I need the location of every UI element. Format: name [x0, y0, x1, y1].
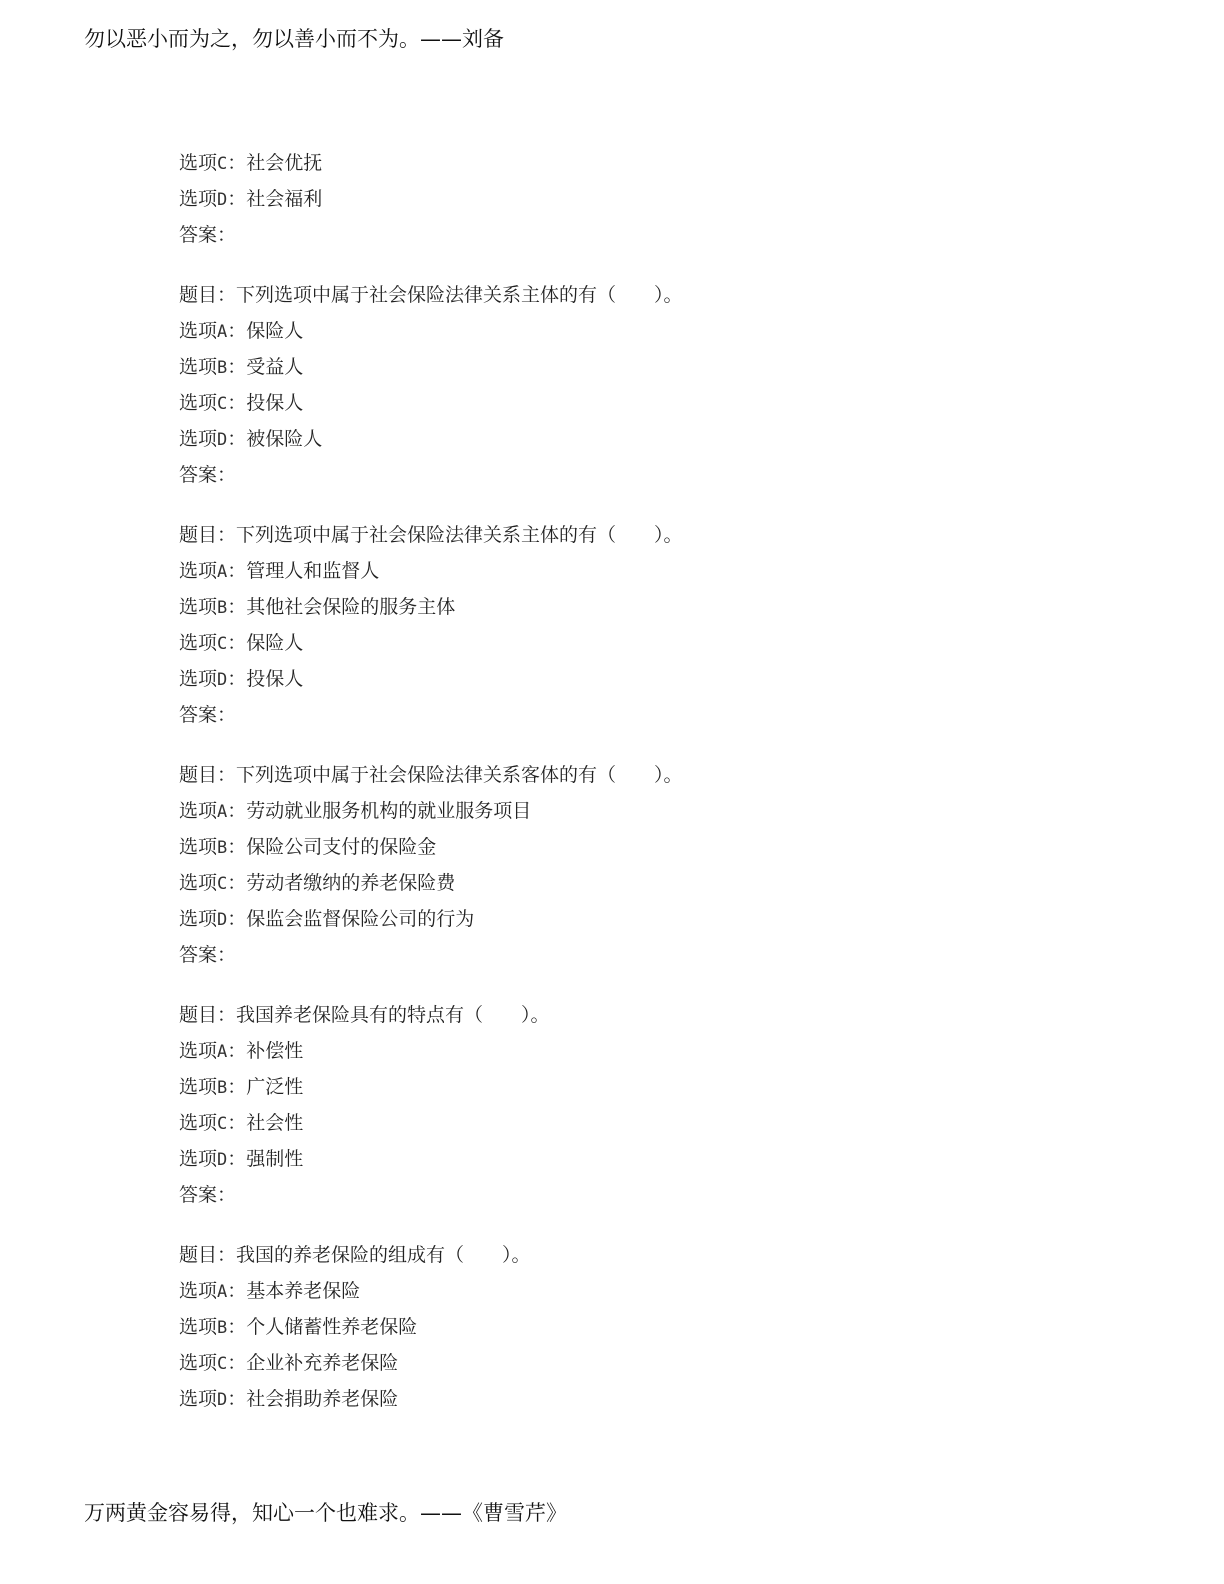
question-line: 题目：我国养老保险具有的特点有（ ）。	[179, 1004, 550, 1026]
option-text: 基本养老保险	[246, 1280, 361, 1302]
option-text: 保险人	[246, 320, 304, 342]
option-line	[179, 865, 1079, 901]
option-text: 劳动者缴纳的养老保险费	[246, 872, 456, 894]
option-text: 社会福利	[246, 188, 323, 210]
option-separator: ：	[227, 836, 247, 858]
option-letter: B	[217, 598, 228, 618]
option-letter: D	[217, 1390, 228, 1410]
option-prefix: 选项	[179, 560, 218, 582]
question-line: 题目：我国的养老保险的组成有（ ）。	[179, 1244, 531, 1266]
option-prefix: 选项	[179, 668, 218, 690]
option-separator: ：	[227, 1388, 247, 1410]
option-letter: B	[217, 838, 228, 858]
option-prefix: 选项	[179, 1280, 218, 1302]
option-prefix: 选项	[179, 908, 218, 930]
option-prefix: 选项	[179, 188, 218, 210]
answer-line: 答案：	[179, 704, 237, 726]
option-separator: ：	[227, 320, 247, 342]
option-separator: ：	[227, 1040, 247, 1062]
option-separator: ：	[227, 392, 247, 414]
option-separator: ：	[227, 1352, 247, 1374]
option-letter: D	[217, 430, 228, 450]
option-letter: A	[217, 1042, 228, 1062]
option-prefix: 选项	[179, 632, 218, 654]
option-line	[179, 901, 1079, 937]
option-letter: A	[217, 562, 228, 582]
block-spacer	[179, 733, 1079, 757]
option-separator: ：	[227, 428, 247, 450]
block-spacer	[179, 973, 1079, 997]
option-prefix: 选项	[179, 800, 218, 822]
block-spacer	[179, 253, 1079, 277]
option-prefix: 选项	[179, 1388, 218, 1410]
option-separator: ：	[227, 188, 247, 210]
option-prefix: 选项	[179, 872, 218, 894]
option-separator: ：	[227, 1280, 247, 1302]
answer-line: 答案：	[179, 1184, 237, 1206]
option-separator: ：	[227, 1112, 247, 1134]
option-line	[179, 661, 1079, 697]
answer-line: 答案：	[179, 464, 237, 486]
option-text: 个人储蓄性养老保险	[246, 1316, 418, 1338]
option-line	[179, 1381, 1079, 1417]
option-text: 社会优抚	[246, 152, 323, 174]
option-letter: A	[217, 1282, 228, 1302]
option-text: 管理人和监督人	[246, 560, 380, 582]
option-letter: A	[217, 802, 228, 822]
option-letter: C	[217, 1114, 228, 1134]
option-text: 保险人	[246, 632, 304, 654]
option-separator: ：	[227, 596, 247, 618]
option-letter: D	[217, 670, 228, 690]
option-text: 强制性	[246, 1148, 304, 1170]
option-letter: B	[217, 1078, 228, 1098]
block-spacer	[179, 493, 1079, 517]
option-letter: D	[217, 190, 228, 210]
option-line	[179, 1309, 1079, 1345]
option-prefix: 选项	[179, 152, 218, 174]
option-prefix: 选项	[179, 356, 218, 378]
option-text: 补偿性	[246, 1040, 304, 1062]
question-list	[179, 145, 1079, 1417]
answer-line: 答案：	[179, 224, 237, 246]
option-line	[179, 181, 1079, 217]
option-prefix: 选项	[179, 1040, 218, 1062]
option-line	[179, 829, 1079, 865]
option-separator: ：	[227, 800, 247, 822]
question-line: 题目：下列选项中属于社会保险法律关系主体的有（ ）。	[179, 284, 683, 306]
option-text: 保监会监督保险公司的行为	[246, 908, 475, 930]
option-letter: D	[217, 1150, 228, 1170]
option-line	[179, 1273, 1079, 1309]
question-line: 题目：下列选项中属于社会保险法律关系客体的有（ ）。	[179, 764, 683, 786]
option-line	[179, 625, 1079, 661]
footer-quote: 万两黄金容易得，知心一个也难求。——《曹雪芹》	[84, 1501, 567, 1525]
answer-line: 答案：	[179, 944, 237, 966]
option-text: 劳动就业服务机构的就业服务项目	[246, 800, 532, 822]
option-separator: ：	[227, 1148, 247, 1170]
option-line	[179, 313, 1079, 349]
option-text: 被保险人	[246, 428, 323, 450]
option-line	[179, 421, 1079, 457]
option-letter: C	[217, 874, 228, 894]
option-separator: ：	[227, 1076, 247, 1098]
option-text: 投保人	[246, 392, 304, 414]
option-text: 社会性	[246, 1112, 304, 1134]
option-prefix: 选项	[179, 1316, 218, 1338]
option-text: 广泛性	[246, 1076, 304, 1098]
option-prefix: 选项	[179, 392, 218, 414]
option-text: 保险公司支付的保险金	[246, 836, 437, 858]
option-separator: ：	[227, 668, 247, 690]
option-letter: A	[217, 322, 228, 342]
option-text: 企业补充养老保险	[246, 1352, 399, 1374]
option-separator: ：	[227, 872, 247, 894]
option-prefix: 选项	[179, 1076, 218, 1098]
option-separator: ：	[227, 356, 247, 378]
option-line	[179, 1141, 1079, 1177]
option-line	[179, 1033, 1079, 1069]
option-line	[179, 385, 1079, 421]
option-separator: ：	[227, 632, 247, 654]
option-text: 投保人	[246, 668, 304, 690]
option-separator: ：	[227, 908, 247, 930]
option-prefix: 选项	[179, 1352, 218, 1374]
option-line	[179, 793, 1079, 829]
option-prefix: 选项	[179, 1148, 218, 1170]
option-text: 受益人	[246, 356, 304, 378]
option-line	[179, 1069, 1079, 1105]
option-letter: C	[217, 154, 228, 174]
option-line	[179, 349, 1079, 385]
option-letter: D	[217, 910, 228, 930]
option-line	[179, 589, 1079, 625]
option-line	[179, 145, 1079, 181]
option-separator: ：	[227, 152, 247, 174]
block-spacer	[179, 1213, 1079, 1237]
option-line	[179, 1345, 1079, 1381]
option-letter: B	[217, 358, 228, 378]
option-line	[179, 1105, 1079, 1141]
option-text: 社会捐助养老保险	[246, 1388, 399, 1410]
option-prefix: 选项	[179, 596, 218, 618]
header-quote: 勿以恶小而为之，勿以善小而不为。——刘备	[84, 27, 504, 51]
option-separator: ：	[227, 1316, 247, 1338]
option-letter: C	[217, 394, 228, 414]
option-letter: C	[217, 634, 228, 654]
option-prefix: 选项	[179, 1112, 218, 1134]
option-text: 其他社会保险的服务主体	[246, 596, 456, 618]
option-prefix: 选项	[179, 320, 218, 342]
option-prefix: 选项	[179, 836, 218, 858]
option-letter: B	[217, 1318, 228, 1338]
option-separator: ：	[227, 560, 247, 582]
option-line	[179, 553, 1079, 589]
option-prefix: 选项	[179, 428, 218, 450]
option-letter: C	[217, 1354, 228, 1374]
question-line: 题目：下列选项中属于社会保险法律关系主体的有（ ）。	[179, 524, 683, 546]
